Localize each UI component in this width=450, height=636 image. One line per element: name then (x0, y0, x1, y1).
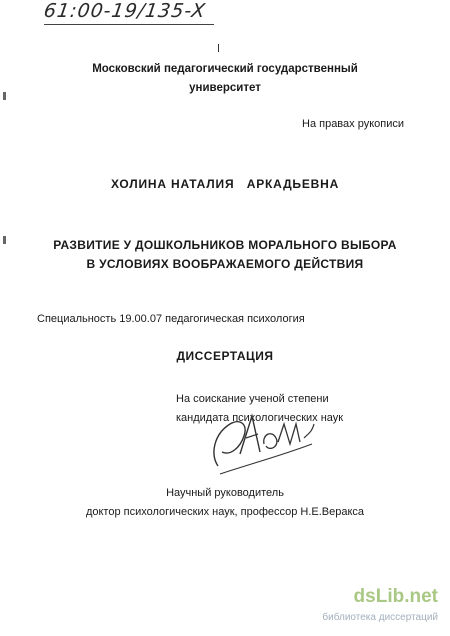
handwritten-underline (44, 24, 214, 25)
title-line-2: В УСЛОВИЯХ ВООБРАЖАЕМОГО ДЕЙСТВИЯ (86, 257, 364, 271)
dslib-caption: библиотека диссертаций (322, 612, 438, 623)
degree-line-2: кандидата психологических наук (176, 412, 344, 424)
title-line-1: РАЗВИТИЕ У ДОШКОЛЬНИКОВ МОРАЛЬНОГО ВЫБОРА (53, 238, 397, 252)
document-type-heading: ДИССЕРТАЦИЯ (176, 349, 274, 363)
dissertation-title (0, 236, 450, 274)
specialty-line: Специальность 19.00.07 педагогическая психология (37, 313, 305, 325)
handwritten-archive-number: 61:00-19/135-X (42, 0, 208, 22)
author-name: ХОЛИНА НАТАЛИЯ АРКАДЬЕВНА (110, 177, 340, 191)
dslib-watermark (318, 586, 438, 630)
university-name (0, 60, 450, 98)
manuscript-rights-note: На правах рукописи (302, 118, 404, 130)
supervisor-line-1: Научный руководитель (166, 487, 284, 499)
handwritten-signature (200, 394, 330, 484)
university-line-2: университет (189, 82, 261, 94)
university-line-1: Московский педагогический государственный (92, 63, 358, 75)
scientific-supervisor (0, 484, 450, 522)
degree-line-1: На соискание ученой степени (176, 393, 329, 405)
pen-tick-mark (218, 44, 219, 52)
supervisor-line-2: доктор психологических наук, профессор Н.Е.Веракса (85, 506, 365, 518)
dslib-logo: dsLib.net (353, 586, 438, 607)
